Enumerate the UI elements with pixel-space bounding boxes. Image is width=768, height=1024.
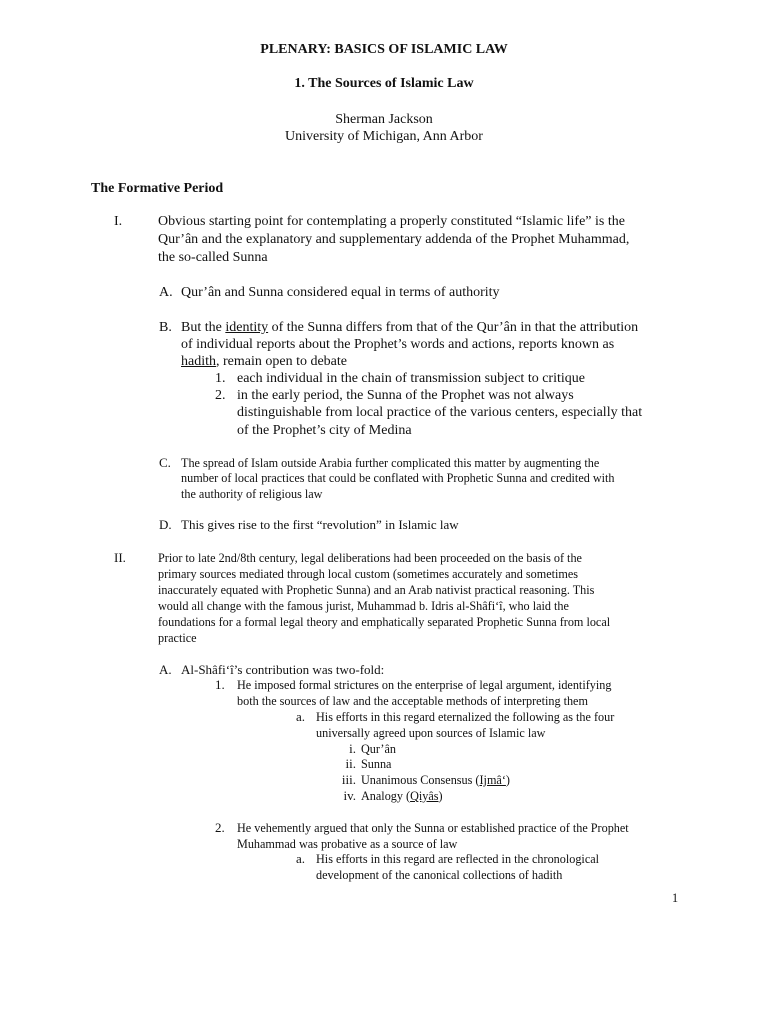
sub-item-text: He imposed formal strictures on the enterprise of legal argument, identifying bbox=[237, 678, 612, 692]
source-list-item: Sunna bbox=[361, 757, 392, 771]
sub-sub-item-text: universally agreed upon sources of Islamic law bbox=[316, 726, 546, 740]
sub-sub-item-label: a. bbox=[296, 709, 306, 724]
item-text-IC-line: The spread of Islam outside Arabia further complicated this matter by augmenting the bbox=[181, 456, 600, 470]
source-list-item: Unanimous Consensus (Ijmâ‘) bbox=[361, 773, 510, 787]
paragraph-II-line: primary sources mediated through local custom (sometimes accurately and sometimes bbox=[158, 567, 579, 581]
item-text-IIA: Al-Shâfi‘î’s contribution was two-fold: bbox=[181, 662, 385, 677]
item-label-IC: C. bbox=[159, 455, 171, 470]
source-list-number: ii. bbox=[345, 756, 356, 771]
item-text-IB-line1: But the identity of the Sunna differs from that of the Qur’ân in that the attribution bbox=[181, 320, 639, 335]
sub-item-number: 1. bbox=[215, 677, 225, 692]
paragraph-II-line: foundations for a formal legal theory and emphatically separated Prophetic Sunna from local bbox=[158, 615, 611, 629]
underlined-term-ijma: Ijmâ‘ bbox=[479, 773, 506, 787]
source-list-number: iv. bbox=[343, 788, 356, 803]
item-label-IA: A. bbox=[159, 285, 173, 300]
document-subtitle: 1. The Sources of Islamic Law bbox=[294, 76, 474, 91]
sub-sub-item-text: His efforts in this regard eternalized the following as the four bbox=[316, 710, 615, 724]
item-text-IC-line: the authority of religious law bbox=[181, 487, 323, 501]
sub-sub-item-label: a. bbox=[296, 851, 306, 866]
sub-item-text: He vehemently argued that only the Sunna or established practice of the Prophet bbox=[237, 821, 629, 835]
sub-item-text: in the early period, the Sunna of the Prophet was not always bbox=[237, 388, 574, 403]
paragraph-II-line: Prior to late 2nd/8th century, legal deliberations had been proceeded on the basis of the bbox=[158, 551, 582, 565]
item-label-IB: B. bbox=[159, 320, 172, 335]
item-label-ID: D. bbox=[159, 517, 172, 532]
sub-item-text: both the sources of law and the acceptable methods of interpreting them bbox=[237, 694, 588, 708]
outline-number-II: II. bbox=[114, 550, 126, 565]
source-list-number: iii. bbox=[341, 772, 356, 787]
sub-sub-item-text: His efforts in this regard are reflected in the chronological bbox=[316, 852, 600, 866]
sub-item-number: 1. bbox=[215, 371, 226, 386]
sub-item-text: Muhammad was probative as a source of law bbox=[237, 837, 458, 851]
outline-number-I: I. bbox=[114, 214, 123, 229]
underlined-term-identity: identity bbox=[225, 320, 269, 335]
sub-item-number: 2. bbox=[215, 388, 226, 403]
author-affiliation: University of Michigan, Ann Arbor bbox=[285, 129, 483, 144]
paragraph-II-line: would all change with the famous jurist, Muhammad b. Idris al-Shâfi‘î, who laid the bbox=[158, 599, 569, 613]
page-number: 1 bbox=[672, 891, 679, 905]
source-list-item: Qur’ân bbox=[361, 742, 396, 756]
item-text-IB-line2: of individual reports about the Prophet’s words and actions, reports known as bbox=[181, 337, 615, 352]
underlined-term-hadith: hadith bbox=[181, 354, 216, 369]
item-text-ID: This gives rise to the first “revolution” in Islamic law bbox=[181, 517, 459, 532]
paragraph-I-line: the so-called Sunna bbox=[158, 250, 268, 265]
author-name: Sherman Jackson bbox=[335, 112, 433, 127]
sub-item-text: each individual in the chain of transmission subject to critique bbox=[237, 371, 585, 386]
paragraph-II-line: practice bbox=[158, 631, 197, 645]
paragraph-II-line: inaccurately equated with Prophetic Sunna) and an Arab nativist practical reasoning. This bbox=[158, 583, 595, 597]
underlined-term-qiyas: Qiyâs bbox=[410, 789, 439, 803]
item-text-IC-line: number of local practices that could be conflated with Prophetic Sunna and credited with bbox=[181, 471, 615, 485]
paragraph-I-line: Obvious starting point for contemplating a properly constituted “Islamic life” is the bbox=[158, 214, 625, 229]
sub-item-text: distinguishable from local practice of the various centers, especially that bbox=[237, 405, 643, 420]
sub-item-number: 2. bbox=[215, 820, 225, 835]
section-heading: The Formative Period bbox=[91, 181, 224, 196]
source-list-item: Analogy (Qiyâs) bbox=[361, 789, 443, 803]
sub-item-text: of the Prophet’s city of Medina bbox=[237, 423, 412, 438]
paragraph-I-line: Qur’ân and the explanatory and supplementary addenda of the Prophet Muhammad, bbox=[158, 232, 630, 247]
sub-sub-item-text: development of the canonical collections of hadith bbox=[316, 868, 563, 882]
document-title: PLENARY: BASICS OF ISLAMIC LAW bbox=[260, 42, 508, 57]
item-text-IB-line3: hadith, remain open to debate bbox=[181, 354, 348, 369]
source-list-number: i. bbox=[349, 741, 356, 756]
item-text-IA: Qur’ân and Sunna considered equal in terms of authority bbox=[181, 285, 500, 300]
item-label-IIA: A. bbox=[159, 662, 172, 677]
